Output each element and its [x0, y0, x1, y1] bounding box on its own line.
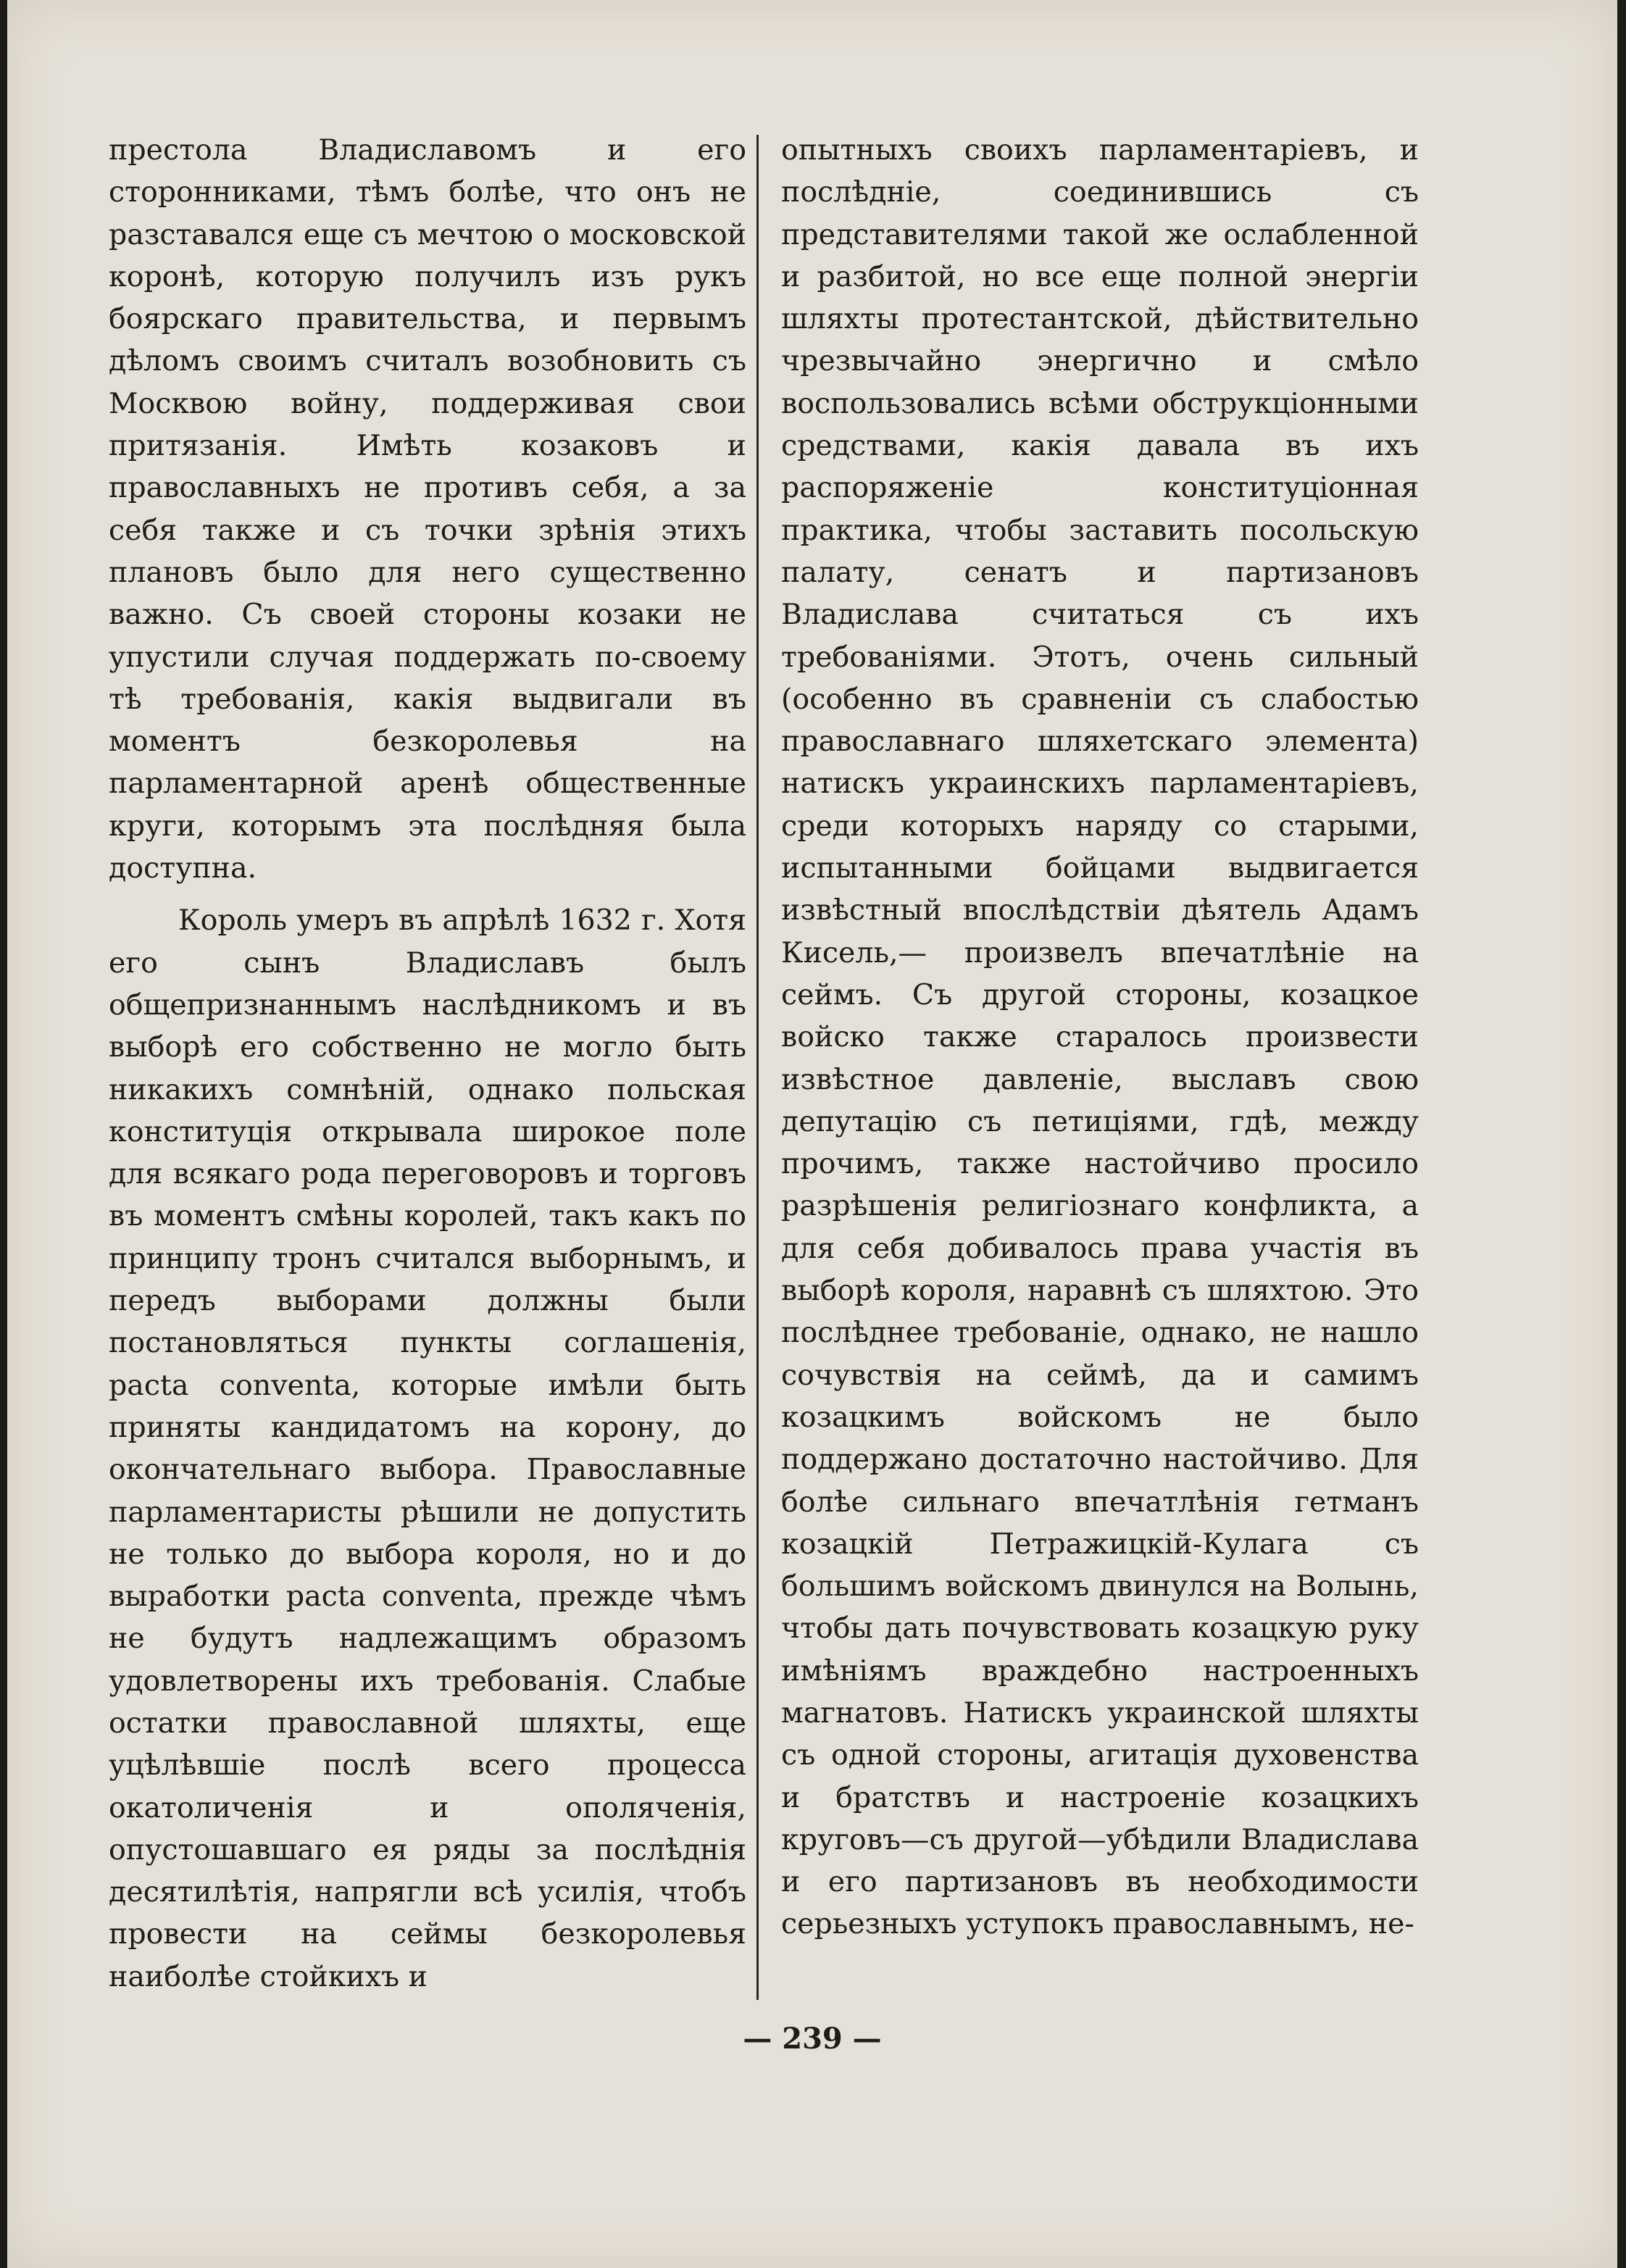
left-paragraph-1: престола Владиславомъ и его сторонниками, тѣмъ болѣе, что онъ не разставался еще съ мечтою о московской коронѣ, которую получилъ изъ рукъ боярскаго правительства, и первымъ дѣломъ своимъ считалъ возобновить съ Москвою войну, поддерживая свои притязанія. Имѣть козаковъ и православныхъ не противъ себя, а за себя также и съ точки зрѣнія этихъ плановъ было для него существенно важно. Съ своей стороны козаки не упустили случая поддержать по-своему тѣ требованія, какія выдвигали въ моментъ безкоролевья на парламентарной аренѣ общественные круги, которымъ эта послѣдняя была доступна. — [109, 133, 746, 885]
left-column — [109, 129, 746, 1998]
book-page — [7, 0, 1617, 2268]
column-divider — [756, 135, 759, 2000]
right-paragraph-1: опытныхъ своихъ парламентаріевъ, и послѣдніе, соединившись съ представителями такой же ослабленной и разбитой, но все еще полной энергіи шляхты протестантской, дѣйствительно чрезвычайно энергично и смѣло воспользовались всѣми обструкціонными средствами, какія давала въ ихъ распоряженіе конституціонная практика, чтобы заставить посольскую палату, сенатъ и партизановъ Владислава считаться съ ихъ требованіями. Этотъ, очень сильный (особенно въ сравненіи съ слабостью православнаго шляхетскаго элемента) натискъ украинскихъ парламентаріевъ, среди которыхъ наряду со старыми, испытанными бойцами выдвигается извѣстный впослѣдствіи дѣятель Адамъ Кисель,— произвелъ впечатлѣніе на сеймъ. Съ другой стороны, козацкое войско также старалось произвести извѣстное давленіе, выславъ свою депутацію съ петиціями, гдѣ, между прочимъ, также настойчиво просило разрѣшенія религіознаго конфликта, а для себя добивалось права участія въ выборѣ короля, наравнѣ съ шляхтою. Это послѣднее требованіе, однако, не нашло сочувствія на сеймѣ, да и самимъ козацкимъ войскомъ не было поддержано достаточно настойчиво. Для болѣе сильнаго впечатлѣнія гетманъ козацкій Петражицкій-Кулага съ большимъ войскомъ двинулся на Волынь, чтобы дать почувствовать козацкую руку имѣніямъ враждебно настроенныхъ магнатовъ. Натискъ украинской шляхты съ одной стороны, агитація духовенства и братствъ и настроеніе козацкихъ круговъ—съ другой—убѣдили Владислава и его партизановъ въ необходимости серьезныхъ уступокъ православнымъ, не- — [781, 133, 1419, 1941]
page-number: — 239 — — [743, 2022, 882, 2056]
right-column — [781, 129, 1419, 1946]
left-paragraph-2: Король умеръ въ апрѣлѣ 1632 г. Хотя его сынъ Владиславъ былъ общепризнаннымъ наслѣдникомъ и въ выборѣ его собственно не могло быть никакихъ сомнѣній, однако польская конституція открывала широкое поле для всякаго рода переговоровъ и торговъ въ моментъ смѣны королей, такъ какъ по принципу тронъ считался выборнымъ, и передъ выборами должны были постановляться пункты соглашенія, pacta conventa, которые имѣли быть приняты кандидатомъ на корону, до окончательнаго выбора. Православные парламентаристы рѣшили не допустить не только до выбора короля, но и до выработки pacta conventa, прежде чѣмъ не будутъ надлежащимъ образомъ удовлетворены ихъ требованія. Слабые остатки православной шляхты, еще уцѣлѣвшіе послѣ всего процесса окатоличенія и ополяченія, опустошавшаго ея ряды за послѣднія десятилѣтія, напрягли всѣ усилія, чтобъ провести на сеймы безкоролевья наиболѣе стойкихъ и — [109, 904, 746, 1993]
